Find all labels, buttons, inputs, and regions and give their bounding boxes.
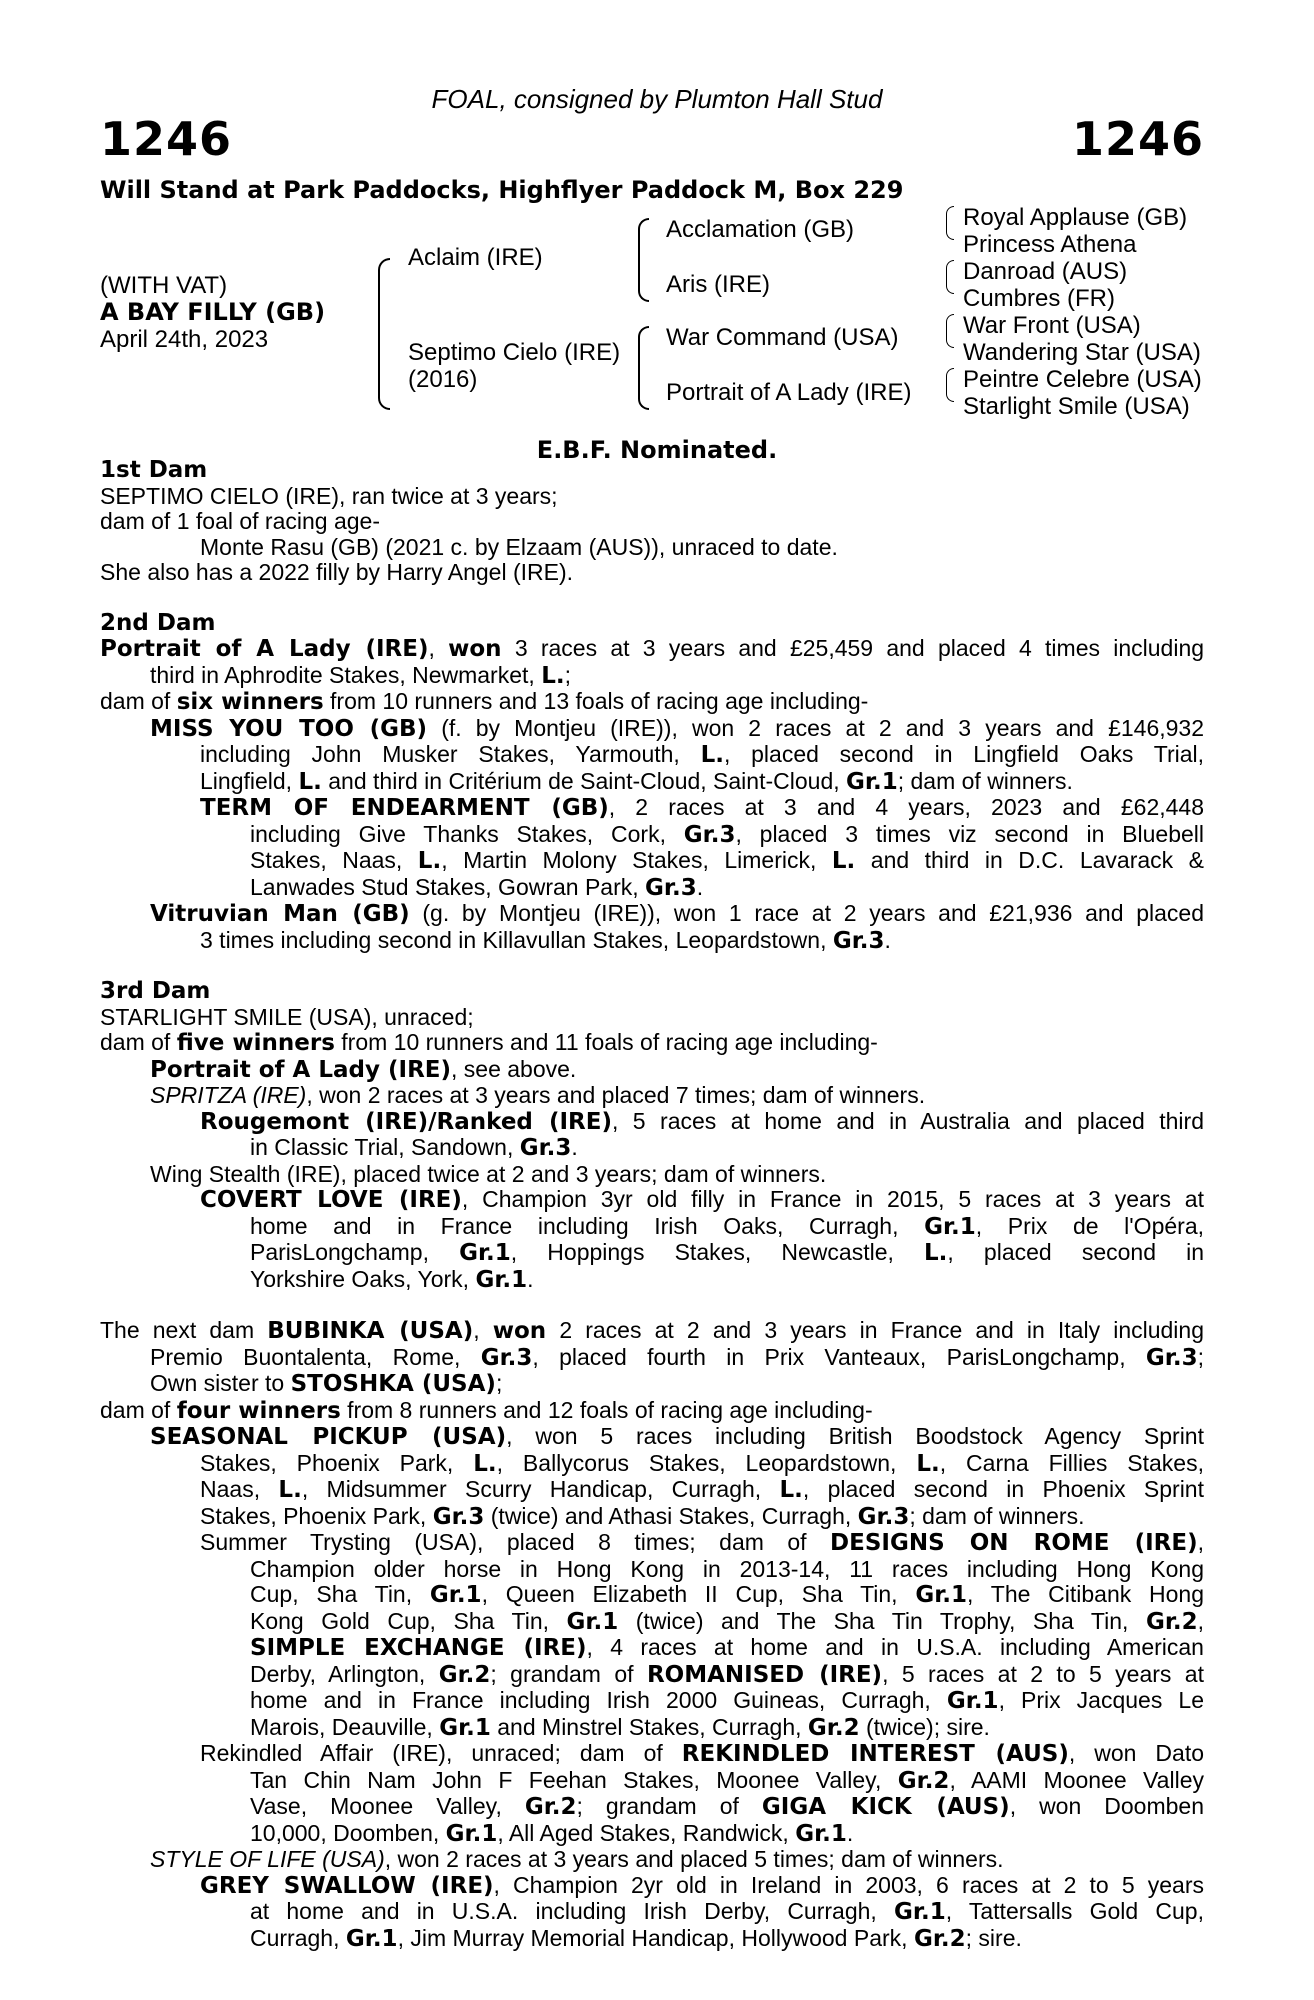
text-line: Lanwades Stud Stakes, Gowran Park, Gr.3.: [250, 873, 704, 901]
text-line: COVERT LOVE (IRE), Champion 3yr old filly in France in 2015, 5 races at 3 years at: [200, 1186, 1204, 1213]
dam-year: (2016): [408, 366, 478, 393]
bold-text: won: [448, 636, 502, 662]
section-heading-first-dam: 1st Dam: [100, 457, 208, 483]
text-line: Stakes, Phoenix Park, Gr.3 (twice) and Athasi Stakes, Curragh, Gr.3; dam of winners.: [200, 1502, 1085, 1530]
bold-text: Gr.2: [807, 1714, 860, 1741]
bold-text: Gr.2: [524, 1794, 577, 1820]
sire-dam-bracket: [378, 258, 390, 410]
bold-text: DESIGNS ON ROME (IRE): [830, 1530, 1198, 1556]
text-line: ParisLongchamp, Gr.1, Hoppings Stakes, Newcastle, L., placed second in: [250, 1239, 1204, 1266]
text-line: Kong Gold Cup, Sha Tin, Gr.1 (twice) and The Sha Tin Trophy, Sha Tin, Gr.2,: [250, 1607, 1205, 1635]
text-line: Stakes, Naas, L., Martin Molony Stakes, Limerick, L. and third in D.C. Lavarack &: [250, 847, 1204, 874]
text-line: Portrait of A Lady (IRE), won 3 races at 3 years and £25,459 and placed 4 times including: [100, 635, 1205, 662]
text-line: 10,000, Doomben, Gr.1, All Aged Stakes, Randwick, Gr.1.: [250, 1819, 854, 1847]
text-line: MISS YOU TOO (GB) (f. by Montjeu (IRE)), won 2 races at 2 and 3 years and £146,932: [150, 714, 1204, 742]
text-line: TERM OF ENDEARMENT (GB), 2 races at 3 and 4 years, 2023 and £62,448: [200, 794, 1204, 821]
bold-text: Gr.1: [894, 1899, 946, 1925]
lot-number-right: 1246: [1071, 112, 1204, 166]
text-line: including John Musker Stakes, Yarmouth, L., placed second in Lingfield Oaks Trial,: [200, 741, 1204, 768]
bold-text: L.: [831, 848, 856, 874]
bold-text: Gr.2: [913, 1925, 966, 1952]
bold-text: GREY SWALLOW (IRE): [200, 1872, 494, 1899]
bracket-1: [946, 206, 954, 240]
bold-text: SEASONAL PICKUP (USA): [150, 1424, 507, 1450]
spacer: [100, 954, 1204, 979]
text-line: Premio Buontalenta, Rome, Gr.3, placed fourth in Prix Vanteaux, ParisLongchamp, Gr.3;: [150, 1343, 1204, 1371]
bold-text: ROMANISED (IRE): [646, 1661, 883, 1688]
sire-dam: Aris (IRE): [666, 271, 770, 298]
gg-2: Princess Athena: [963, 231, 1137, 258]
italic-text: STYLE OF LIFE (USA): [150, 1846, 385, 1872]
text-line: The next dam BUBINKA (USA), won 2 races at 2 and 3 years in France and in Italy including: [100, 1317, 1204, 1344]
bold-text: Gr.1: [475, 1266, 528, 1293]
gg-8: Starlight Smile (USA): [963, 393, 1190, 420]
gg-7: Peintre Celebre (USA): [963, 366, 1202, 393]
text-line: dam of 1 foal of racing age-: [100, 508, 380, 534]
consignment-line: FOAL, consigned by Plumton Hall Stud: [431, 84, 883, 114]
bracket-3: [946, 314, 954, 348]
vat-label: (WITH VAT): [100, 272, 228, 299]
bold-text: L.: [298, 768, 322, 795]
bold-text: Gr.1: [924, 1213, 976, 1240]
gg-5: War Front (USA): [963, 312, 1141, 339]
text-line: SPRITZA (IRE), won 2 races at 3 years and placed 7 times; dam of winners.: [150, 1082, 926, 1108]
text-line: Curragh, Gr.1, Jim Murray Memorial Handicap, Hollywood Park, Gr.2; sire.: [250, 1924, 1022, 1952]
bold-text: six winners: [176, 689, 324, 715]
foaling-date: April 24th, 2023: [100, 326, 269, 353]
bold-text: Gr.2: [438, 1661, 491, 1688]
text-line: GREY SWALLOW (IRE), Champion 2yr old in Ireland in 2003, 6 races at 2 to 5 years: [200, 1871, 1204, 1899]
italic-text: SPRITZA (IRE): [150, 1082, 307, 1108]
bold-text: Gr.3: [832, 927, 885, 954]
bold-text: Gr.2: [1145, 1608, 1198, 1635]
bold-text: REKINDLED INTEREST (AUS): [681, 1741, 1069, 1767]
bold-text: Gr.1: [445, 1820, 498, 1847]
bold-text: L.: [779, 1477, 803, 1503]
bold-text: TERM OF ENDEARMENT (GB): [200, 795, 609, 821]
text-line: Monte Rasu (GB) (2021 c. by Elzaam (AUS)), unraced to date.: [200, 533, 838, 560]
text-line: Vitruvian Man (GB) (g. by Montjeu (IRE)), won 1 race at 2 years and £21,936 and placed: [150, 900, 1204, 927]
text-line: dam of five winners from 10 runners and 11 foals of racing age including-: [100, 1029, 878, 1056]
text-line: Portrait of A Lady (IRE), see above.: [150, 1055, 577, 1083]
sire-sire: Acclamation (GB): [666, 216, 855, 243]
bold-text: Portrait of A Lady (IRE): [100, 636, 429, 662]
text-line: home and in France including Irish 2000 Guineas, Curragh, Gr.1, Prix Jacques Le: [250, 1687, 1204, 1714]
text-line: Tan Chin Nam John F Feehan Stakes, Moonee Valley, Gr.2, AAMI Moonee Valley: [250, 1766, 1204, 1794]
text-line: in Classic Trial, Sandown, Gr.3.: [250, 1134, 578, 1161]
bold-text: five winners: [176, 1030, 335, 1056]
spacer: [100, 586, 1204, 611]
text-line: Cup, Sha Tin, Gr.1, Queen Elizabeth II Cup, Sha Tin, Gr.1, The Citibank Hong: [250, 1581, 1205, 1608]
spacer: [100, 1293, 1204, 1318]
text-line: Wing Stealth (IRE), placed twice at 2 and 3 years; dam of winners.: [150, 1160, 827, 1187]
text-line: Derby, Arlington, Gr.2; grandam of ROMANISED (IRE), 5 races at 2 to 5 years at: [250, 1660, 1204, 1688]
bold-text: Gr.3: [857, 1503, 910, 1530]
dam: Septimo Cielo (IRE): [408, 339, 621, 366]
bold-text: BUBINKA (USA): [267, 1318, 474, 1344]
sire-parents-bracket: [638, 218, 649, 302]
bold-text: Gr.3: [645, 874, 697, 901]
bold-text: STOSHKA (USA): [290, 1371, 496, 1397]
text-line: Marois, Deauville, Gr.1 and Minstrel Stakes, Curragh, Gr.2 (twice); sire.: [250, 1713, 990, 1741]
gg-1: Royal Applause (GB): [963, 204, 1188, 231]
gg-6: Wandering Star (USA): [963, 339, 1201, 366]
bold-text: Gr.1: [439, 1714, 491, 1741]
bold-text: Gr.3: [480, 1344, 533, 1371]
text-line: Rekindled Affair (IRE), unraced; dam of REKINDLED INTEREST (AUS), won Dato: [200, 1740, 1205, 1767]
bold-text: L.: [700, 742, 724, 768]
gg-4: Cumbres (FR): [963, 285, 1116, 312]
text-line: STARLIGHT SMILE (USA), unraced;: [100, 1003, 474, 1030]
dam-dam: Portrait of A Lady (IRE): [666, 379, 912, 406]
bold-text: L.: [924, 1240, 948, 1266]
bold-text: four winners: [176, 1397, 341, 1424]
text-line: dam of six winners from 10 runners and 13 foals of racing age including-: [100, 688, 869, 715]
catalogue-body: [100, 458, 1204, 1952]
stand-location: Will Stand at Park Paddocks, Highflyer Paddock M, Box 229: [100, 176, 904, 204]
gg-3: Danroad (AUS): [963, 258, 1128, 285]
bold-text: GIGA KICK (AUS): [761, 1794, 1010, 1820]
bold-text: Gr.1: [946, 1688, 999, 1714]
bold-text: Gr.3: [683, 821, 736, 848]
bold-text: L.: [541, 662, 565, 689]
bold-text: Gr.3: [519, 1135, 572, 1161]
section-heading: 3rd Dam: [100, 978, 211, 1004]
text-line: SEASONAL PICKUP (USA), won 5 races including British Boodstock Agency Sprint: [150, 1423, 1204, 1450]
bold-text: Vitruvian Man (GB): [150, 901, 410, 927]
bold-text: L.: [417, 848, 442, 874]
bold-text: Gr.1: [345, 1925, 398, 1952]
text-line: Stakes, Phoenix Park, L., Ballycorus Stakes, Leopardstown, L., Carna Fillies Stakes,: [200, 1449, 1204, 1477]
bracket-2: [946, 260, 954, 294]
text-line: including Give Thanks Stakes, Cork, Gr.3, placed 3 times viz second in Bluebell: [250, 820, 1204, 848]
text-line: SEPTIMO CIELO (IRE), ran twice at 3 years;: [100, 482, 558, 509]
text-line: dam of four winners from 8 runners and 12 foals of racing age including-: [100, 1396, 873, 1424]
lot-number-left: 1246: [100, 112, 233, 166]
bold-text: Gr.2: [897, 1767, 950, 1794]
bold-text: Rougemont (IRE)/Ranked (IRE): [200, 1108, 612, 1135]
text-line: SIMPLE EXCHANGE (IRE), 4 races at home and in U.S.A. including American: [250, 1634, 1204, 1661]
text-line: Yorkshire Oaks, York, Gr.1.: [250, 1265, 534, 1293]
bold-text: L.: [916, 1450, 940, 1477]
horse-name: A BAY FILLY (GB): [100, 298, 326, 326]
bold-text: SIMPLE EXCHANGE (IRE): [250, 1635, 587, 1661]
text-line: Own sister to STOSHKA (USA);: [150, 1370, 503, 1397]
dam-parents-bracket: [638, 326, 649, 410]
bold-text: Gr.3: [1145, 1344, 1198, 1371]
bold-text: Gr.1: [846, 768, 898, 795]
dam-sire: War Command (USA): [666, 324, 899, 351]
bold-text: L.: [278, 1477, 302, 1503]
text-line: Champion older horse in Hong Kong in 2013-14, 11 races including Hong Kong: [250, 1555, 1204, 1582]
bold-text: Gr.1: [915, 1582, 968, 1608]
bold-text: Gr.1: [795, 1820, 847, 1847]
text-line: third in Aphrodite Stakes, Newmarket, L.;: [150, 661, 571, 689]
text-line: Rougemont (IRE)/Ranked (IRE), 5 races at home and in Australia and placed third: [200, 1107, 1204, 1135]
bold-text: won: [492, 1318, 547, 1344]
text-line: Vase, Moonee Valley, Gr.2; grandam of GIGA KICK (AUS), won Doomben: [250, 1793, 1204, 1820]
bold-text: Gr.1: [566, 1608, 619, 1635]
section-heading: 2nd Dam: [100, 609, 216, 636]
text-line: 3 times including second in Killavullan Stakes, Leopardstown, Gr.3.: [200, 926, 891, 954]
bold-text: COVERT LOVE (IRE): [200, 1187, 462, 1213]
bold-text: Gr.1: [429, 1582, 482, 1608]
bold-text: L.: [473, 1450, 497, 1477]
bold-text: Gr.3: [432, 1503, 485, 1530]
text-line: at home and in U.S.A. including Irish Derby, Curragh, Gr.1, Tattersalls Gold Cup,: [250, 1898, 1204, 1925]
text-line: home and in France including Irish Oaks, Curragh, Gr.1, Prix de l'Opéra,: [250, 1212, 1204, 1240]
sire: Aclaim (IRE): [408, 244, 543, 271]
text-line: Summer Trysting (USA), placed 8 times; dam of DESIGNS ON ROME (IRE),: [200, 1529, 1204, 1556]
text-line: STYLE OF LIFE (USA), won 2 races at 3 years and placed 5 times; dam of winners.: [150, 1846, 1004, 1872]
bold-text: MISS YOU TOO (GB): [150, 715, 428, 742]
bold-text: Gr.1: [459, 1240, 511, 1266]
text-line: She also has a 2022 filly by Harry Angel (IRE).: [100, 559, 574, 585]
text-line: Naas, L., Midsummer Scurry Handicap, Curragh, L., placed second in Phoenix Sprint: [200, 1476, 1204, 1503]
bracket-4: [946, 368, 954, 402]
bold-text: Portrait of A Lady (IRE): [150, 1056, 452, 1083]
ebf-nominated: E.B.F. Nominated.: [536, 436, 778, 464]
text-line: Lingfield, L. and third in Critérium de Saint-Cloud, Saint-Cloud, Gr.1; dam of winners.: [200, 767, 1073, 795]
